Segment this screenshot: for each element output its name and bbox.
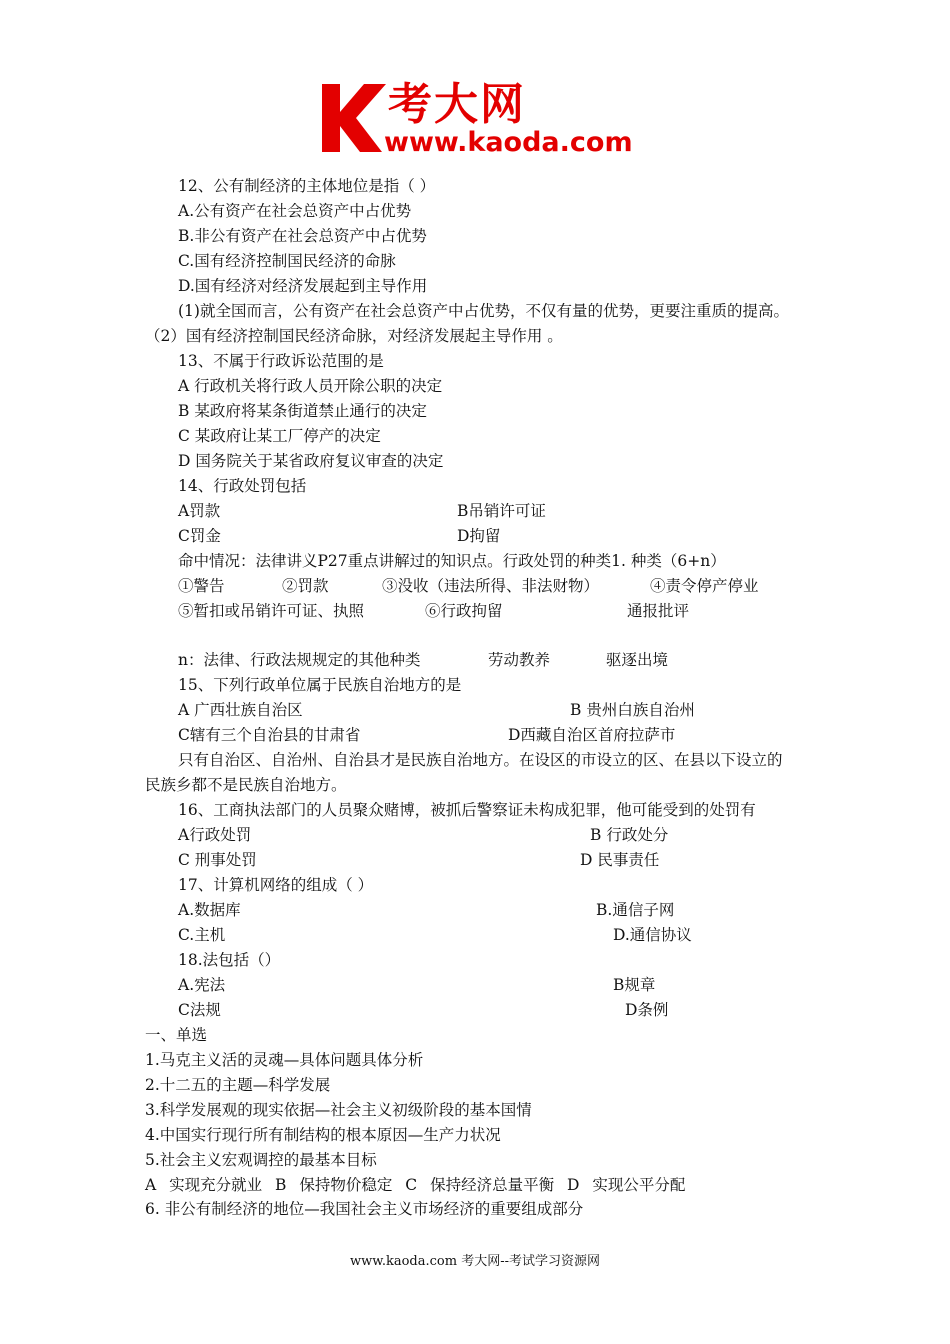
q14-note: 命中情况：法律讲义P27重点讲解过的知识点。行政处罚的种类1. 种类（6+n） bbox=[178, 552, 726, 570]
q16-option-c: C 刑事处罚 bbox=[178, 851, 257, 869]
kaoda-logo bbox=[318, 78, 640, 160]
q15-option-a: A 广西壮族自治区 bbox=[178, 701, 303, 719]
q12-note-1: (1)就全国而言，公有资产在社会总资产中占优势，不仅有量的优势，更要注重质的提高。 bbox=[178, 302, 789, 320]
q15-option-d: D西藏自治区首府拉萨市 bbox=[508, 726, 676, 744]
q17-stem: 17、计算机网络的组成（ ） bbox=[178, 876, 374, 894]
page-footer: www.kaoda.com 考大网--考试学习资源网 bbox=[350, 1254, 600, 1269]
q16-stem: 16、工商执法部门的人员聚众赌博，被抓后警察证未构成犯罪，他可能受到的处罚有 bbox=[178, 801, 756, 819]
q12-option-a: A.公有资产在社会总资产中占优势 bbox=[178, 202, 412, 220]
section-item: 6. 非公有制经济的地位—我国社会主义市场经济的重要组成部分 bbox=[145, 1200, 584, 1218]
q14-kind-6: ⑥行政拘留 bbox=[425, 602, 503, 620]
q14-n-kind-2: 劳动教养 bbox=[488, 651, 551, 669]
q14-option-d: D拘留 bbox=[457, 527, 501, 545]
q18-option-d: D条例 bbox=[625, 1001, 669, 1019]
section-item: 1.马克主义活的灵魂—具体问题具体分析 bbox=[145, 1051, 424, 1069]
q14-n-kind: n：法律、行政法规规定的其他种类 bbox=[178, 651, 421, 669]
q12-option-b: B.非公有资产在社会总资产中占优势 bbox=[178, 227, 427, 245]
q14-option-b: B吊销许可证 bbox=[457, 502, 546, 520]
q15-option-c: C辖有三个自治县的甘肃省 bbox=[178, 726, 361, 744]
q14-kind-4: ④责令停产停业 bbox=[650, 577, 759, 595]
k-logo-icon bbox=[318, 78, 390, 156]
q12-option-d: D.国有经济对经济发展起到主导作用 bbox=[178, 277, 428, 295]
q16-option-b: B 行政处分 bbox=[590, 826, 669, 844]
q14-kind-2: ②罚款 bbox=[282, 577, 329, 595]
q12-stem: 12、公有制经济的主体地位是指（ ） bbox=[178, 177, 436, 195]
q14-option-a: A罚款 bbox=[178, 502, 221, 520]
q13-option-c: C 某政府让某工厂停产的决定 bbox=[178, 427, 381, 445]
q13-option-b: B 某政府将某条街道禁止通行的决定 bbox=[178, 402, 427, 420]
q17-option-c: C.主机 bbox=[178, 926, 226, 944]
logo-title: 考大网 bbox=[388, 79, 526, 130]
q17-option-b: B.通信子网 bbox=[596, 901, 675, 919]
q12-option-c: C.国有经济控制国民经济的命脉 bbox=[178, 252, 396, 270]
q15-stem: 15、下列行政单位属于民族自治地方的是 bbox=[178, 676, 462, 694]
q12-note-2: （2）国有经济控制国民经济命脉，对经济发展起主导作用 。 bbox=[145, 327, 563, 345]
q14-kind-3: ③没收（违法所得、非法财物） bbox=[382, 577, 600, 595]
q18-stem: 18.法包括（） bbox=[178, 951, 281, 969]
section-item: 4.中国实行现行所有制结构的根本原因—生产力状况 bbox=[145, 1126, 501, 1144]
q15-note-2: 民族乡都不是民族自治地方。 bbox=[145, 776, 347, 794]
section-item: 5.社会主义宏观调控的最基本目标 bbox=[145, 1151, 377, 1169]
q17-option-d: D.通信协议 bbox=[613, 926, 692, 944]
q14-option-c: C罚金 bbox=[178, 527, 221, 545]
section-item: 2.十二五的主题—科学发展 bbox=[145, 1076, 331, 1094]
section-item-5-options: A 实现充分就业 B 保持物价稳定 C 保持经济总量平衡 D 实现公平分配 bbox=[145, 1176, 686, 1194]
q13-option-a: A 行政机关将行政人员开除公职的决定 bbox=[178, 377, 443, 395]
q14-kind-1: ①警告 bbox=[178, 577, 225, 595]
q14-kind-7: 通报批评 bbox=[627, 602, 690, 620]
q18-option-c: C法规 bbox=[178, 1001, 221, 1019]
q17-option-a: A.数据库 bbox=[178, 901, 241, 919]
q18-option-b: B规章 bbox=[613, 976, 656, 994]
q18-option-a: A.宪法 bbox=[178, 976, 226, 994]
q16-option-a: A行政处罚 bbox=[178, 826, 252, 844]
logo-url: www.kaoda.com bbox=[384, 127, 633, 158]
q15-option-b: B 贵州白族自治州 bbox=[570, 701, 695, 719]
q14-kind-5: ⑤暂扣或吊销许可证、执照 bbox=[178, 602, 365, 620]
q14-n-kind-3: 驱逐出境 bbox=[606, 651, 669, 669]
q14-stem: 14、行政处罚包括 bbox=[178, 477, 307, 495]
section-heading: 一、单选 bbox=[145, 1026, 208, 1044]
q13-option-d: D 国务院关于某省政府复议审查的决定 bbox=[178, 452, 444, 470]
q16-option-d: D 民事责任 bbox=[580, 851, 660, 869]
q15-note-1: 只有自治区、自治州、自治县才是民族自治地方。在设区的市设立的区、在县以下设立的 bbox=[178, 751, 783, 769]
q13-stem: 13、不属于行政诉讼范围的是 bbox=[178, 352, 384, 370]
section-item: 3.科学发展观的现实依据—社会主义初级阶段的基本国情 bbox=[145, 1101, 532, 1119]
